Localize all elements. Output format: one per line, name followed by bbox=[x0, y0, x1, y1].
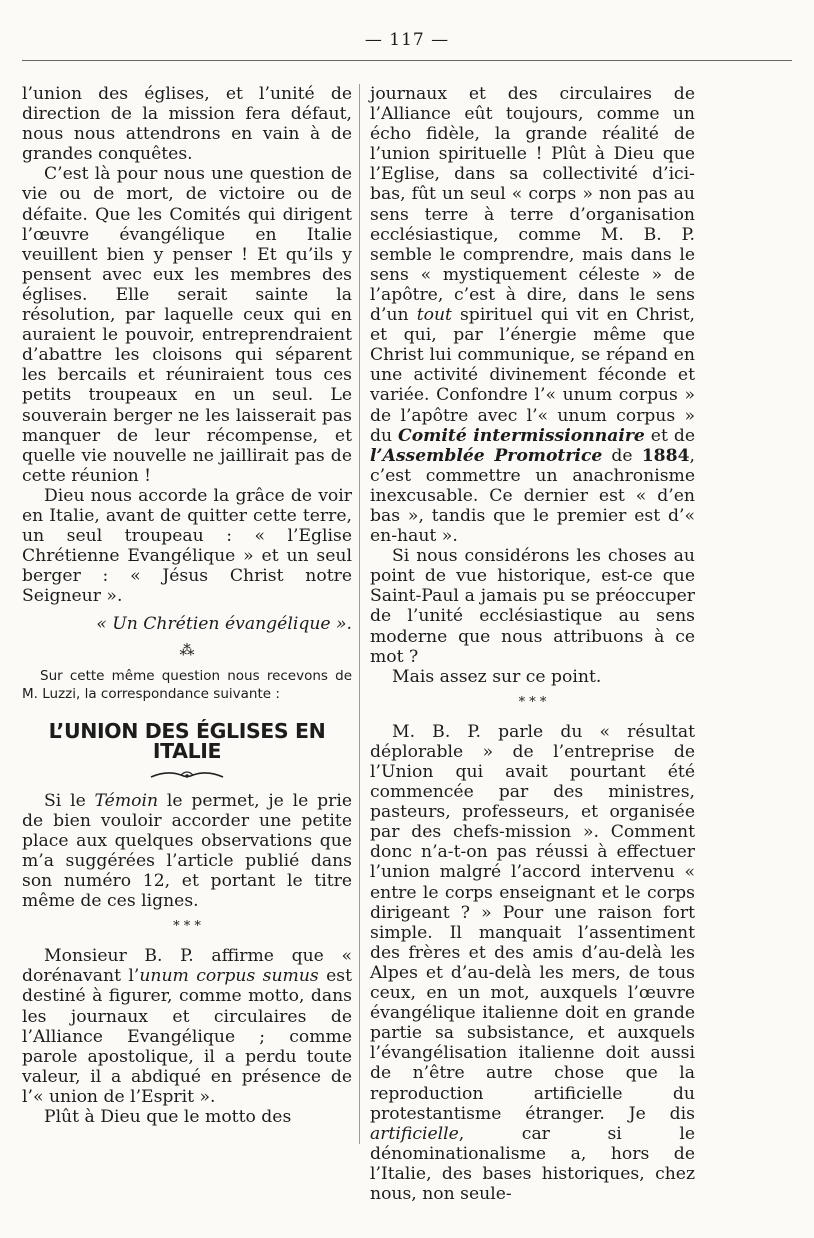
header-rule bbox=[22, 60, 792, 61]
page-number: — 117 — bbox=[364, 30, 450, 50]
column-divider bbox=[359, 84, 360, 1144]
ornament-icon bbox=[22, 767, 352, 781]
asterism-separator: ⁂ bbox=[179, 640, 195, 659]
paragraph: l’union des églises, et l’unité de direction de la mission fera défaut, nous nous attendrons en vain à de grandes conquêtes. bbox=[22, 84, 352, 165]
paragraph: Monsieur B. P. affirme que « dorénavant l’unum corpus sumus est destiné à figurer, comme motto, dans les journaux et circulaires de l’Alliance Evangélique ; comme parole apostolique, il a perdu toute valeur, il a abdiqué en présence de l’« union de l’Esprit ». bbox=[22, 946, 352, 1107]
emphasis: Comité intermissionnaire bbox=[398, 425, 645, 446]
right-column bbox=[370, 84, 695, 1204]
emphasis: tout bbox=[416, 305, 452, 326]
emphasis: unum corpus sumus bbox=[139, 966, 319, 987]
star-separator: * * * bbox=[173, 919, 201, 935]
left-column bbox=[22, 84, 352, 1127]
article-heading: L’UNION DES ÉGLISES EN ITALIE bbox=[48, 718, 326, 763]
emphasis: l’Assemblée Promotrice bbox=[370, 445, 603, 466]
year: 1884 bbox=[641, 445, 690, 466]
paragraph: C’est là pour nous une question de vie ou de mort, de victoire ou de défaite. Que les Comités qui dirigent l’œuvre évangélique en Italie veuillent bien y penser ! Et qu’ils y pensent avec eux les membres des églises. Elle serait sainte la résolution, par laquelle ceux qui en auraient le pouvoir, entreprendraient d’abattre les cloisons qui séparent les bercails et réuniraient tous ces petits troupeaux en un seul. Le souverain berger ne les laisserait pas manquer de leur récompense, et quelle vie nouvelle ne jaillirait pas de cette réunion ! bbox=[22, 164, 352, 486]
star-separator: * * * bbox=[518, 694, 547, 710]
signature: « Un Chrétien évangélique ». bbox=[96, 614, 352, 635]
paragraph: Mais assez sur ce point. bbox=[392, 666, 602, 687]
paragraph: M. B. P. parle du « résultat déplorable » de l’entreprise de l’Union qui avait pourtant été commencée par des ministres, pasteurs, professeurs, et organisée par des chefs-mission ». Comment donc n’a-t-on pas réussi à effectuer l’union malgré l’accord intervenu « entre le corps enseignant et le corps dirigeant ? » Pour une raison fort simple. Il manquait l’assentiment des frères et des amis d’au-delà les Alpes et d’au-delà les mers, de tous ceux, en un mot, auxquels l’œuvre évangélique italienne doit en grande partie sa subsistance, et auxquels l’évangélisation italienne doit aussi de n’être autre chose que la reproduction artificielle du protestantisme étranger. Je dis artificielle, car si le dénominationalisme a, hors de l’Italie, des bases historiques, chez nous, non seule- bbox=[370, 721, 695, 1204]
paragraph: Plût à Dieu que le motto des bbox=[44, 1107, 292, 1128]
paragraph: Si le Témoin le permet, je le prie de bien vouloir accorder une petite place aux quelques observations que m’a suggérées l’article publié dans son numéro 12, et portant le titre même de ces lignes. bbox=[22, 790, 352, 912]
emphasis: artificielle bbox=[370, 1123, 459, 1144]
paragraph: Dieu nous accorde la grâce de voir en Italie, avant de quitter cette terre, un seul troupeau : « l’Eglise Chrétienne Evangélique » et un seul berger : « Jésus Christ notre Seigneur ». bbox=[22, 485, 352, 607]
editor-note: Sur cette même question nous recevons de M. Luzzi, la correspondance suivante : bbox=[22, 667, 352, 702]
emphasis: Témoin bbox=[94, 790, 159, 811]
paragraph: Si nous considérons les choses au point de vue historique, est-ce que Saint-Paul a jamais pu se préoccuper de l’unité ecclésiastique au sens moderne que nous attribuons à ce mot ? bbox=[370, 546, 695, 667]
paragraph: journaux et des circulaires de l’Alliance eût toujours, comme un écho fidèle, la grande réalité de l’union spirituelle ! Plût à Dieu que l’Eglise, dans sa collectivité d’ici-bas, fût un seul « corps » non pas au sens terre à terre d’organisation ecclésiastique, comme M. B. P. semble le comprendre, mais dans le sens « mystiquement céleste » de l’apôtre, c’est à dire, dans le sens d’un tout spirituel qui vit en Christ, et qui, par l’énergie même que Christ lui communique, se répand en une activité divinement féconde et variée. Confondre l’« unum corpus » de l’apôtre avec l’« unum corpus » du Comité intermissionnaire et de l’Assemblée Promotrice de 1884, c’est commettre un anachronisme inexcusable. Ce dernier est « d’en bas », tandis que le premier est d’« en-haut ». bbox=[370, 84, 695, 547]
